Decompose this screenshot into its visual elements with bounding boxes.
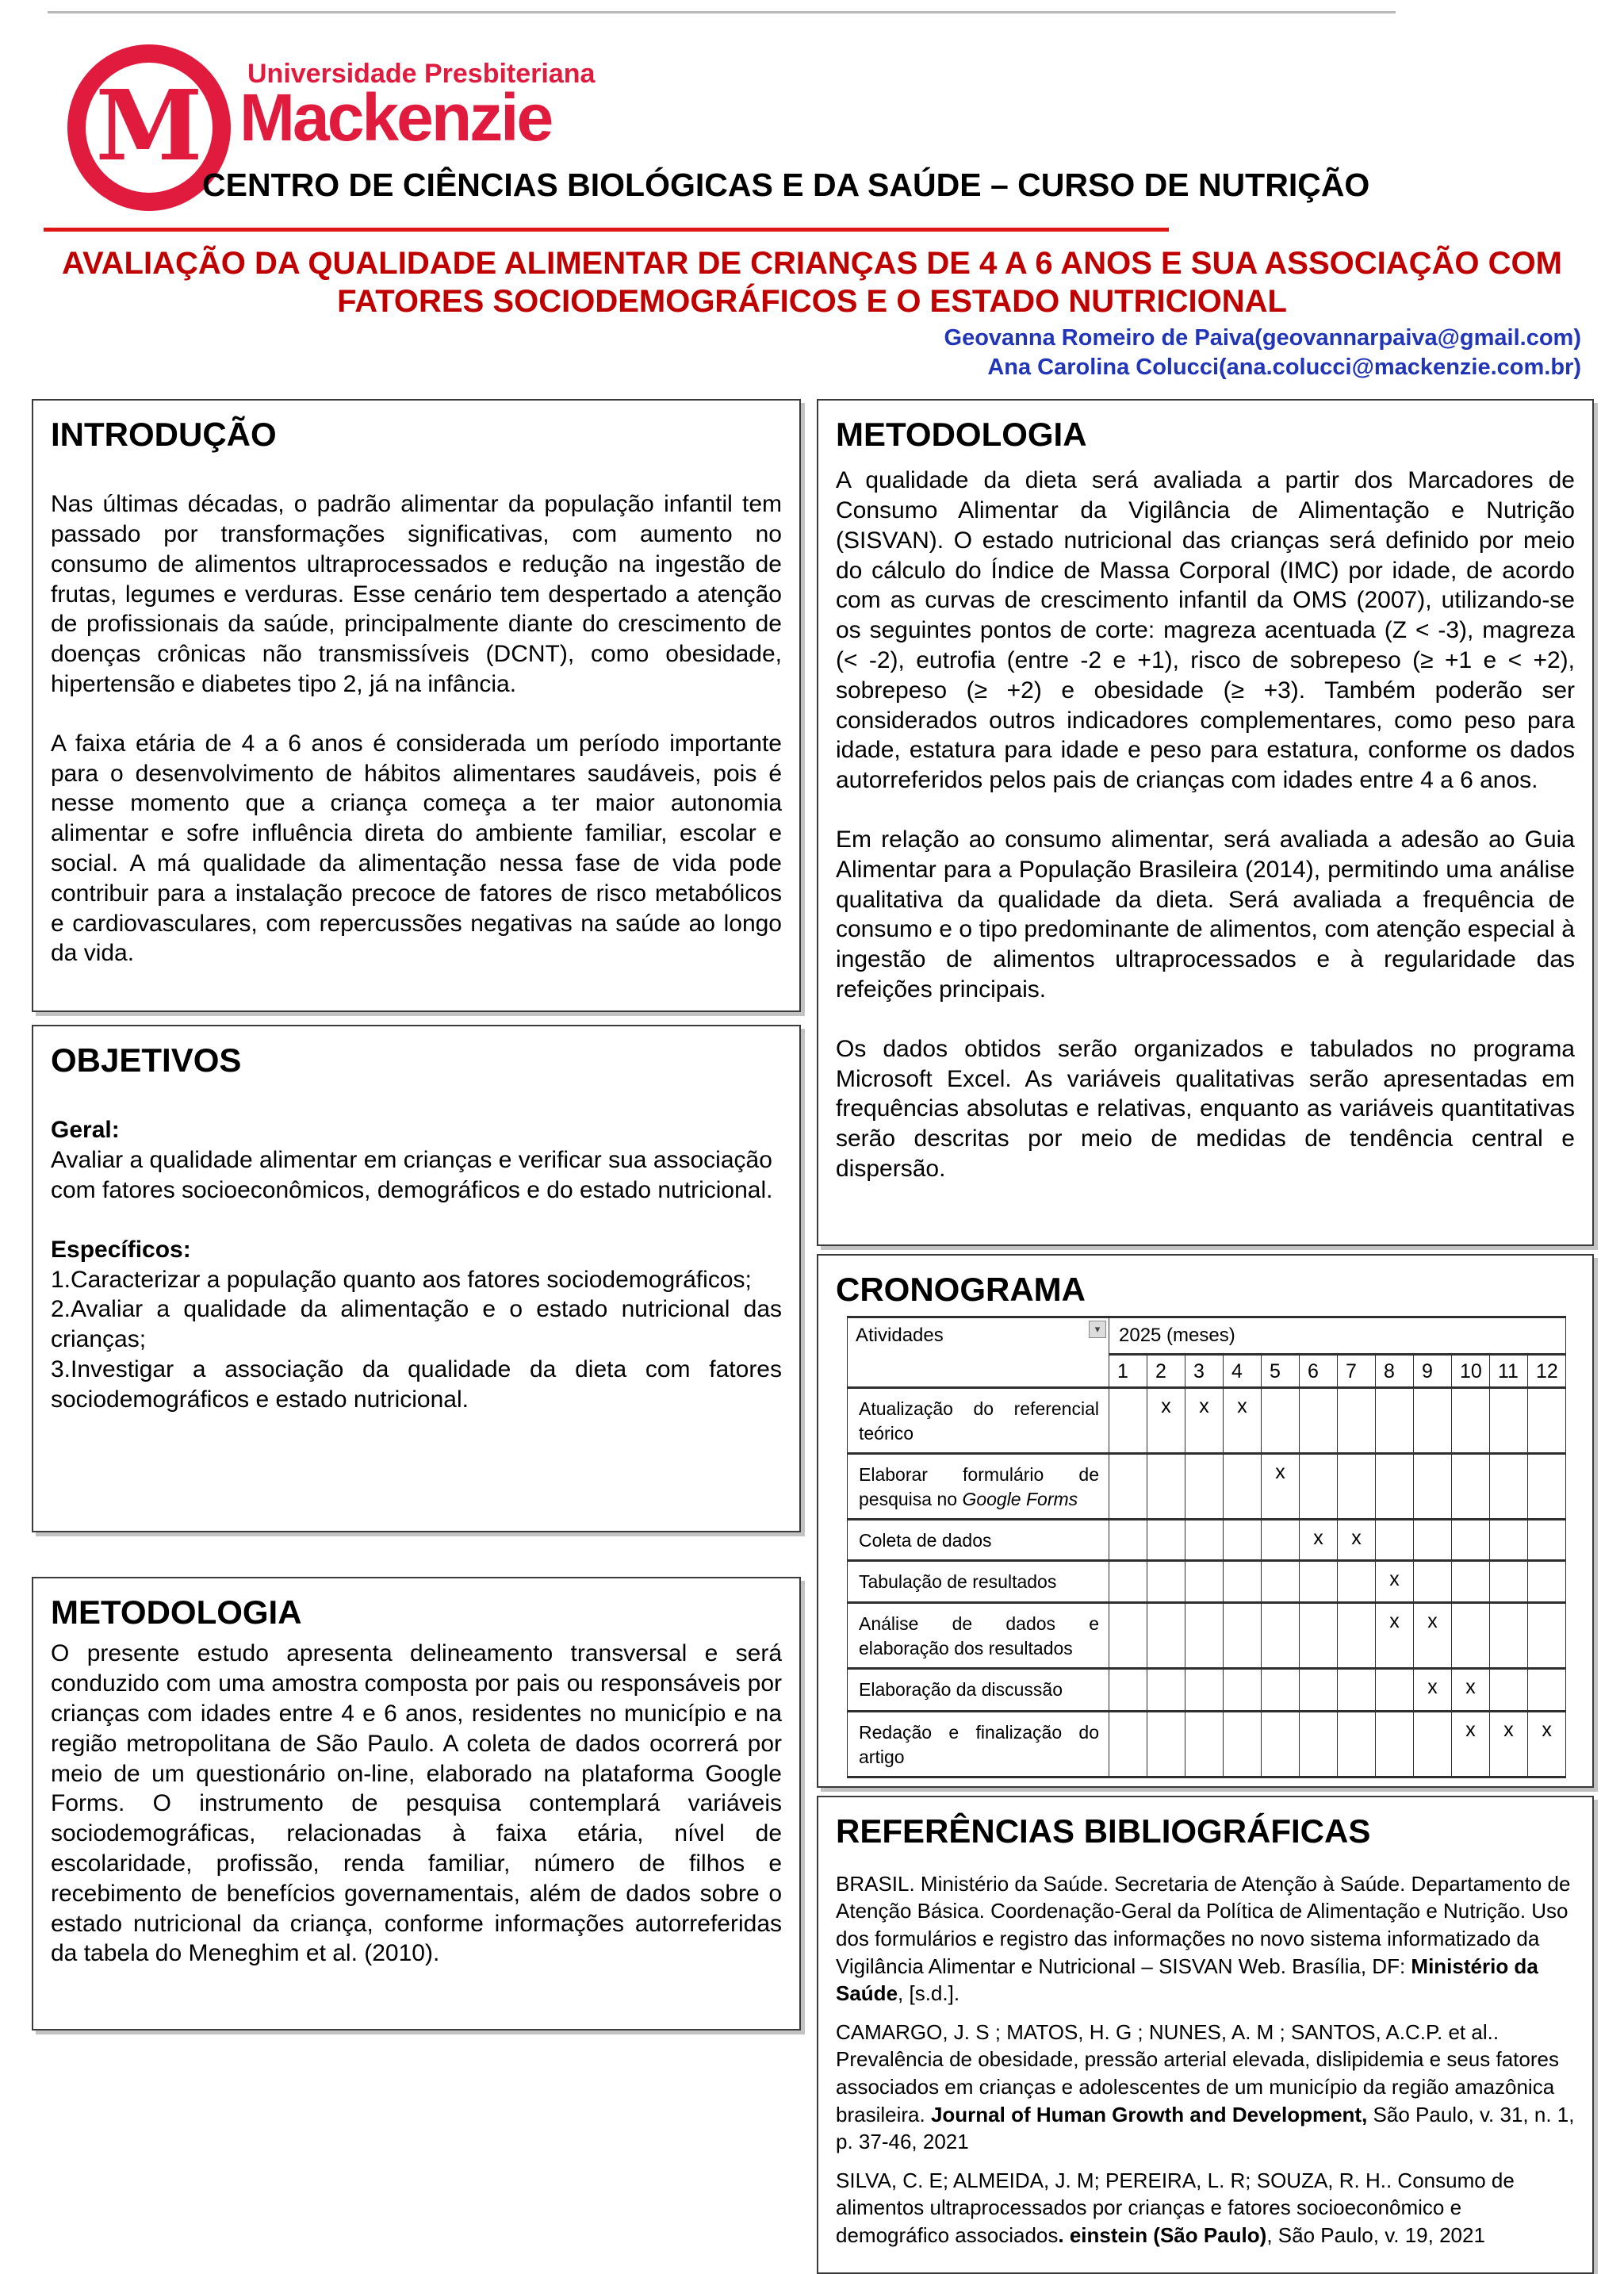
activity-label-cell: Análise de dados e elaboração dos resultados <box>848 1602 1109 1668</box>
activity-label-cell: Elaborar formulário de pesquisa no Google Forms <box>848 1454 1109 1520</box>
cronograma-mark-cell <box>1300 1711 1338 1777</box>
objetivos-spacer <box>51 1206 782 1235</box>
cronograma-mark-cell <box>1224 1520 1262 1561</box>
cronograma-row <box>848 1388 1566 1454</box>
cronograma-mark-cell <box>1528 1602 1566 1668</box>
cronograma-row <box>848 1602 1566 1668</box>
year-header-cell: 2025 (meses) <box>1109 1317 1566 1355</box>
logo-m-letter: M <box>95 68 203 182</box>
cronograma-mark-cell <box>1262 1520 1300 1561</box>
referencias-list <box>836 1870 1575 2249</box>
month-header-cell: 2 <box>1147 1355 1185 1388</box>
reference-item: CAMARGO, J. S ; MATOS, H. G ; NUNES, A. M ; SANTOS, A.C.P. et al.. Prevalência de obesidade, pressão arterial elevada, dislipidemia e seus fatores associados em crianças e adolescentes de um município da região amazônica brasileira. Journal of Human Growth and Development, São Paulo, v. 31, n. 1, p. 37-46, 2021 <box>836 2019 1575 2154</box>
cronograma-mark-cell <box>1338 1454 1376 1520</box>
cronograma-mark-cell <box>1109 1454 1147 1520</box>
cronograma-mark-cell <box>1376 1711 1414 1777</box>
left-column <box>32 399 801 2030</box>
cronograma-mark-cell: x <box>1376 1561 1414 1602</box>
brand-name: Mackenzie <box>239 80 552 155</box>
cronograma-mark-cell <box>1528 1668 1566 1711</box>
cronograma-mark-cell <box>1452 1561 1490 1602</box>
metodologia-esquerda-body <box>51 1639 782 1969</box>
cronograma-mark-cell <box>1109 1520 1147 1561</box>
cronograma-mark-cell <box>1490 1520 1528 1561</box>
activity-label-cell: Tabulação de resultados <box>848 1561 1109 1602</box>
cronograma-mark-cell: x <box>1452 1668 1490 1711</box>
cronograma-mark-cell <box>1185 1561 1224 1602</box>
cronograma-mark-cell: x <box>1338 1520 1376 1561</box>
cronograma-mark-cell <box>1300 1388 1338 1454</box>
cronograma-mark-cell <box>1109 1388 1147 1454</box>
section-metodologia-esquerda <box>32 1577 801 2030</box>
cronograma-mark-cell <box>1109 1711 1147 1777</box>
cronograma-mark-cell <box>1490 1561 1528 1602</box>
month-header-cell: 6 <box>1300 1355 1338 1388</box>
cronograma-mark-cell <box>1300 1454 1338 1520</box>
cronograma-mark-cell <box>1414 1388 1452 1454</box>
cronograma-mark-cell <box>1147 1520 1185 1561</box>
section-heading-introducao: INTRODUÇÃO <box>51 416 277 454</box>
paragraph: O presente estudo apresenta delineamento transversal e será conduzido com uma amostra composta por pais ou responsáveis por crianças com idades entre 4 e 6 anos, residentes no município e na região metropolitana de São Paulo. A coleta de dados ocorrerá por meio de um questionário on-line, elaborado na plataforma Google Forms. O instrumento de pesquisa contemplará variáveis sociodemográficas, relacionadas à faixa etária, nível de escolaridade, profissão, renda familiar, número de filhos e recebimento de benefícios governamentais, além de dados sobre o estado nutricional da criança, conforme informações autorreferidas da tabela do Meneghim et al. (2010). <box>51 1640 782 1967</box>
cronograma-mark-cell <box>1109 1602 1147 1668</box>
cronograma-mark-cell <box>1300 1668 1338 1711</box>
cronograma-row <box>848 1520 1566 1561</box>
cronograma-mark-cell <box>1262 1711 1300 1777</box>
cronograma-mark-cell: x <box>1490 1711 1528 1777</box>
cronograma-mark-cell <box>1414 1520 1452 1561</box>
objetivos-justify: 3.Investigar a associação da qualidade da dieta com fatores sociodemográficos e estado nutricional. <box>51 1356 782 1413</box>
authors <box>0 324 1624 382</box>
cronograma-row <box>848 1561 1566 1602</box>
metodologia-direita-body <box>836 466 1575 1184</box>
cronograma-mark-cell: x <box>1262 1454 1300 1520</box>
cronograma-mark-cell <box>1490 1602 1528 1668</box>
section-introducao <box>32 399 801 1012</box>
cronograma-mark-cell <box>1300 1602 1338 1668</box>
objetivos-body <box>51 1115 782 1414</box>
activity-label-italic: Google Forms <box>962 1489 1078 1510</box>
poster-title-line-1: AVALIAÇÃO DA QUALIDADE ALIMENTAR DE CRIANÇAS DE 4 A 6 ANOS E SUA ASSOCIAÇÃO COM <box>62 246 1562 281</box>
activity-label-cell: Coleta de dados <box>848 1520 1109 1561</box>
paragraph: Os dados obtidos serão organizados e tabulados no programa Microsoft Excel. As variáveis qualitativas serão apresentadas em frequências absolutas e relativas, enquanto as variáveis quantitativas serão descritas por meio de medidas de tendência central e dispersão. <box>836 1035 1575 1182</box>
center-course-line: CENTRO DE CIÊNCIAS BIOLÓGICAS E DA SAÚDE – CURSO DE NUTRIÇÃO <box>202 167 1370 203</box>
cronograma-mark-cell <box>1300 1561 1338 1602</box>
cronograma-row <box>848 1668 1566 1711</box>
cronograma-mark-cell <box>1147 1668 1185 1711</box>
cronograma-table <box>847 1316 1566 1777</box>
cronograma-mark-cell <box>1338 1668 1376 1711</box>
section-objetivos <box>32 1025 801 1532</box>
paragraph: Nas últimas décadas, o padrão alimentar da população infantil tem passado por transformações significativas, com aumento no consumo de alimentos ultraprocessados e redução na ingestão de frutas, legumes e verduras. Esse cenário tem despertado a atenção de profissionais da saúde, principalmente diante do crescimento de doenças crônicas não transmissíveis (DCNT), como obesidade, hipertensão e diabetes tipo 2, já na infância. <box>51 491 782 698</box>
reference-item: SILVA, C. E; ALMEIDA, J. M; PEREIRA, L. R; SOUZA, R. H.. Consumo de alimentos ultraprocessados por crianças e fatores socioeconômico e demográfico associados. einstein (São Paulo), São Paulo, v. 19, 2021 <box>836 2168 1515 2247</box>
month-header-cell: 7 <box>1338 1355 1376 1388</box>
red-divider-line <box>44 228 1169 232</box>
month-header-cell: 1 <box>1109 1355 1147 1388</box>
activity-label-cell: Elaboração da discussão <box>848 1668 1109 1711</box>
cronograma-mark-cell <box>1414 1561 1452 1602</box>
activity-label-cell: Atualização do referencial teórico <box>848 1388 1109 1454</box>
cronograma-mark-cell <box>1147 1561 1185 1602</box>
month-header-cell: 9 <box>1414 1355 1452 1388</box>
poster-title <box>0 244 1624 320</box>
cronograma-mark-cell <box>1338 1711 1376 1777</box>
university-label: Universidade Presbiteriana <box>247 59 596 89</box>
cronograma-mark-cell <box>1109 1668 1147 1711</box>
cronograma-mark-cell <box>1224 1668 1262 1711</box>
objetivos-label: Geral: <box>51 1117 120 1144</box>
cronograma-mark-cell <box>1147 1711 1185 1777</box>
month-header-cell: 5 <box>1262 1355 1300 1388</box>
paragraph: Em relação ao consumo alimentar, será avaliada a adesão ao Guia Alimentar para a População Brasileira (2014), permitindo uma análise qualitativa da qualidade da dieta. Será avaliada a frequência de consumo e o tipo predominante de alimentos, com atenção especial à ingestão de alimentos ultraprocessados e à regularidade das refeições principais. <box>836 826 1575 1003</box>
section-heading-objetivos: OBJETIVOS <box>51 1041 242 1079</box>
activities-header-cell: Atividades ▾ <box>848 1317 1109 1388</box>
cronograma-mark-cell: x <box>1414 1602 1452 1668</box>
cronograma-mark-cell <box>1185 1668 1224 1711</box>
cronograma-mark-cell <box>1490 1454 1528 1520</box>
cronograma-mark-cell <box>1185 1711 1224 1777</box>
objetivos-label: Específicos: <box>51 1236 191 1263</box>
cronograma-mark-cell <box>1452 1388 1490 1454</box>
month-header-cell: 3 <box>1185 1355 1224 1388</box>
cronograma-mark-cell <box>1224 1561 1262 1602</box>
cronograma-mark-cell: x <box>1376 1602 1414 1668</box>
cronograma-mark-cell <box>1528 1454 1566 1520</box>
cronograma-mark-cell <box>1185 1520 1224 1561</box>
cronograma-mark-cell: x <box>1185 1388 1224 1454</box>
author-line-2: Ana Carolina Colucci(ana.colucci@mackenzie.com.br) <box>987 354 1581 380</box>
cronograma-mark-cell <box>1262 1602 1300 1668</box>
cronograma-mark-cell <box>1224 1711 1262 1777</box>
month-header-cell: 12 <box>1528 1355 1566 1388</box>
cronograma-mark-cell <box>1147 1454 1185 1520</box>
cronograma-mark-cell <box>1528 1388 1566 1454</box>
cronograma-mark-cell <box>1338 1602 1376 1668</box>
cronograma-mark-cell <box>1414 1711 1452 1777</box>
objetivos-plain: Avaliar a qualidade alimentar em crianças e verificar sua associação com fatores socioeconômicos, demográficos e do estado nutricional. <box>51 1147 773 1203</box>
cronograma-mark-cell <box>1452 1602 1490 1668</box>
cronograma-mark-cell <box>1490 1388 1528 1454</box>
objetivos-justify: 1.Caracterizar a população quanto aos fatores sociodemográficos; <box>51 1266 752 1293</box>
cronograma-mark-cell <box>1528 1561 1566 1602</box>
paragraph: A faixa etária de 4 a 6 anos é considerada um período importante para o desenvolvimento de hábitos alimentares saudáveis, pois é nesse momento que a criança começa a ter maior autonomia alimentar e sofre influência direta do ambiente familiar, escolar e social. A má qualidade da alimentação nessa fase de vida pode contribuir para a instalação precoce de fatores de risco metabólicos e cardiovasculares, com repercussões negativas na saúde ao longo da vida. <box>51 730 782 967</box>
cronograma-header-row <box>848 1317 1566 1355</box>
objetivos-justify: 2.Avaliar a qualidade da alimentação e o estado nutricional das crianças; <box>51 1296 782 1353</box>
cronograma-mark-cell <box>1262 1388 1300 1454</box>
cronograma-mark-cell <box>1376 1520 1414 1561</box>
filter-dropdown-icon: ▾ <box>1089 1321 1106 1338</box>
cronograma-mark-cell <box>1338 1561 1376 1602</box>
cronograma-mark-cell <box>1452 1520 1490 1561</box>
cronograma-mark-cell <box>1185 1454 1224 1520</box>
cronograma-mark-cell <box>1147 1602 1185 1668</box>
poster-header <box>0 0 1624 238</box>
section-heading-referencias: REFERÊNCIAS BIBLIOGRÁFICAS <box>836 1812 1371 1850</box>
section-referencias <box>817 1796 1594 2274</box>
cronograma-mark-cell <box>1262 1668 1300 1711</box>
cronograma-mark-cell <box>1224 1602 1262 1668</box>
cronograma-mark-cell <box>1376 1454 1414 1520</box>
section-heading-cronograma: CRONOGRAMA <box>836 1271 1086 1309</box>
cronograma-mark-cell: x <box>1300 1520 1338 1561</box>
cronograma-mark-cell: x <box>1224 1388 1262 1454</box>
cronograma-mark-cell <box>1224 1454 1262 1520</box>
month-header-cell: 4 <box>1224 1355 1262 1388</box>
cronograma-mark-cell: x <box>1147 1388 1185 1454</box>
cronograma-mark-cell <box>1262 1561 1300 1602</box>
cronograma-mark-cell <box>1376 1388 1414 1454</box>
author-line-1: Geovanna Romeiro de Paiva(geovannarpaiva@gmail.com) <box>944 325 1581 351</box>
cronograma-mark-cell <box>1109 1561 1147 1602</box>
cronograma-mark-cell <box>1338 1388 1376 1454</box>
cronograma-mark-cell: x <box>1528 1711 1566 1777</box>
section-cronograma <box>817 1254 1594 1788</box>
cronograma-mark-cell <box>1414 1454 1452 1520</box>
introducao-body <box>51 489 782 968</box>
cronograma-row <box>848 1711 1566 1777</box>
section-heading-metodologia-esquerda: METODOLOGIA <box>51 1593 302 1632</box>
paragraph: A qualidade da dieta será avaliada a partir dos Marcadores de Consumo Alimentar da Vigilância de Alimentação e Nutrição (SISVAN). O estado nutricional das crianças será definido por meio do cálculo do Índice de Massa Corporal (IMC) por idade, de acordo com as curvas de crescimento infantil da OMS (2007), utilizando-se os seguintes pontos de corte: magreza acentuada (Z < -3), magreza (< -2), eutrofia (entre -2 e +1), risco de sobrepeso (≥ +1 e < +2), sobrepeso (≥ +2) e obesidade (≥ +3). Também poderão ser considerados outros indicadores complementares, como peso para idade, estatura para idade e peso para estatura, conforme os dados autorreferidos pelos pais de crianças com idades entre 4 a 6 anos. <box>836 467 1575 794</box>
reference-item: BRASIL. Ministério da Saúde. Secretaria de Atenção à Saúde. Departamento de Atenção Básica. Coordenação-Geral da Política de Alimentação e Nutrição. Uso dos formulários e registro das informações no novo sistema informatizado da Vigilância Alimentar e Nutricional – SISVAN Web. Brasília, DF: Ministério da Saúde, [s.d.]. <box>836 1871 1571 2006</box>
section-metodologia-direita <box>817 399 1594 1246</box>
cronograma-mark-cell: x <box>1452 1711 1490 1777</box>
month-header-cell: 10 <box>1452 1355 1490 1388</box>
cronograma-mark-cell <box>1490 1668 1528 1711</box>
month-header-cell: 8 <box>1376 1355 1414 1388</box>
month-header-cell: 11 <box>1490 1355 1528 1388</box>
cronograma-row <box>848 1454 1566 1520</box>
cronograma-mark-cell <box>1185 1602 1224 1668</box>
top-divider-line <box>48 11 1396 13</box>
poster-title-line-2: FATORES SOCIODEMOGRÁFICOS E O ESTADO NUTRICIONAL <box>337 284 1287 319</box>
activity-label-cell: Redação e finalização do artigo <box>848 1711 1109 1777</box>
content-columns <box>0 399 1624 2274</box>
cronograma-mark-cell <box>1376 1668 1414 1711</box>
cronograma-mark-cell <box>1528 1520 1566 1561</box>
cronograma-mark-cell <box>1452 1454 1490 1520</box>
cronograma-mark-cell: x <box>1414 1668 1452 1711</box>
section-heading-metodologia-direita: METODOLOGIA <box>836 416 1087 454</box>
right-column <box>817 399 1594 2274</box>
